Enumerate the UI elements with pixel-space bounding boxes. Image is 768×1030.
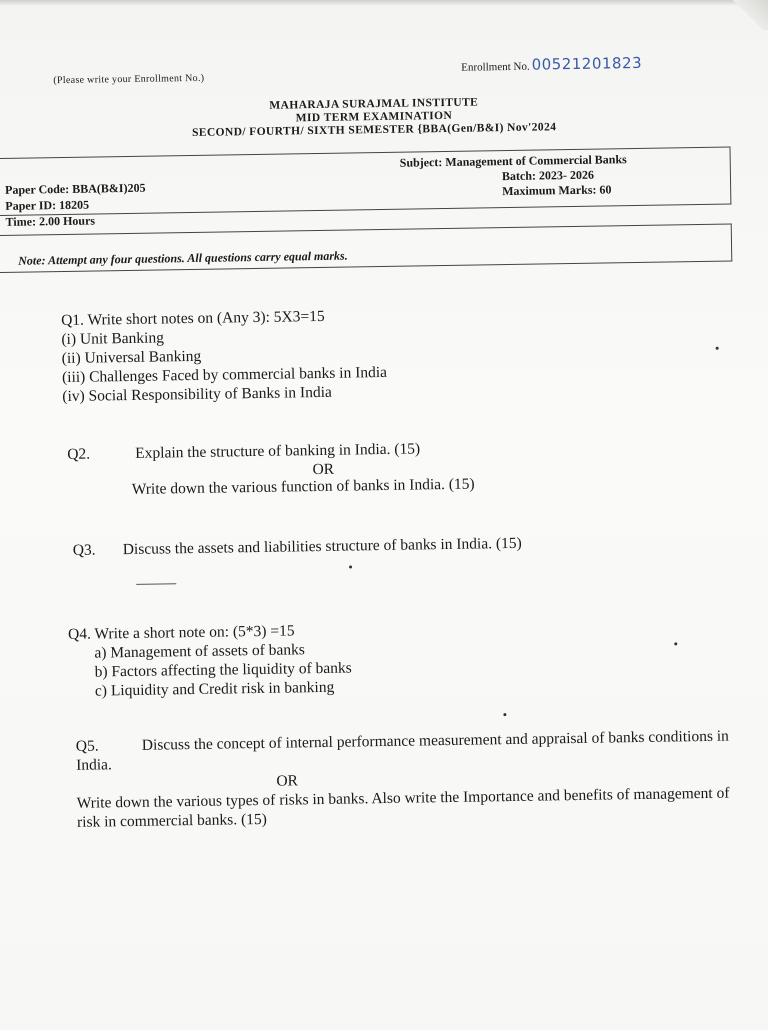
institute-name: MAHARAJA SURAJMAL INSTITUTE [269,96,479,112]
enrollment-field [461,54,642,75]
question-3-text: Discuss the assets and liabilities structure of banks in India. (15) [122,534,522,559]
question-1 [59,306,387,406]
question-5 [76,727,737,832]
question-1-item: (ii) Universal Banking [61,347,202,368]
question-4-title: Q4. Write a short note on: (5*3) =15 [67,622,295,643]
question-4-item: a) Management of assets of banks [94,641,305,662]
question-2-or: OR [312,460,335,479]
question-5-text: Discuss the concept of internal performance measurement and appraisal of banks conditions in India. [75,727,729,774]
instructions-note: Note: Attempt any four questions. All questions carry equal marks. [18,248,348,268]
question-3 [73,534,522,560]
ink-speck [716,347,719,350]
separator-dash [136,583,176,585]
question-2-alternative: Write down the various function of banks in India. (15) [131,475,475,498]
exam-header [124,94,625,141]
subject: Subject: Management of Commercial Banks [399,152,627,170]
enrollment-number-handwritten: 00521201823 [531,53,643,74]
question-4-item: c) Liquidity and Credit risk in banking [94,678,335,700]
ink-speck [349,566,352,569]
semester-line: SECOND/ FOURTH/ SIXTH SEMESTER {BBA(Gen/B&I) Nov'2024 [191,121,557,139]
exam-time: Time: 2.00 Hours [5,213,96,229]
exam-name: MID TERM EXAMINATION [295,109,453,125]
question-5-number: Q5. [75,737,99,755]
paper-id: Paper ID: 18205 [5,197,90,213]
question-1-item: (i) Unit Banking [61,329,165,349]
question-1-item: (iv) Social Responsibility of Banks in India [62,383,332,406]
question-1-title: Q1. Write short notes on (Any 3): 5X3=15 [61,307,325,330]
paper-info-right [400,151,711,201]
question-2-text: Explain the structure of banking in India. (15) [135,440,421,462]
batch: Batch: 2023- 2026 [501,167,595,184]
question-5-or: OR [276,772,299,790]
paper-info-left [5,180,146,230]
question-4 [68,621,352,701]
enrollment-label: Enrollment No. [461,60,530,74]
ink-speck [503,713,506,716]
question-3-number: Q3. [72,541,96,559]
question-4-item: b) Factors affecting the liquidity of banks [94,659,352,681]
paper-code: Paper Code: BBA(B&I)205 [4,180,146,197]
question-2-number: Q2. [67,445,91,463]
question-1-item: (iii) Challenges Faced by commercial banks in India [61,363,388,387]
question-2 [67,436,667,498]
maximum-marks: Maximum Marks: 60 [502,182,612,199]
ink-speck [674,642,677,645]
question-5-alternative: Write down the various types of risks in banks. Also write the Importance and benefits of management of risk in commercial banks. (15) [76,784,730,831]
enrollment-note: (Please write your Enrollment No.) [53,72,205,87]
